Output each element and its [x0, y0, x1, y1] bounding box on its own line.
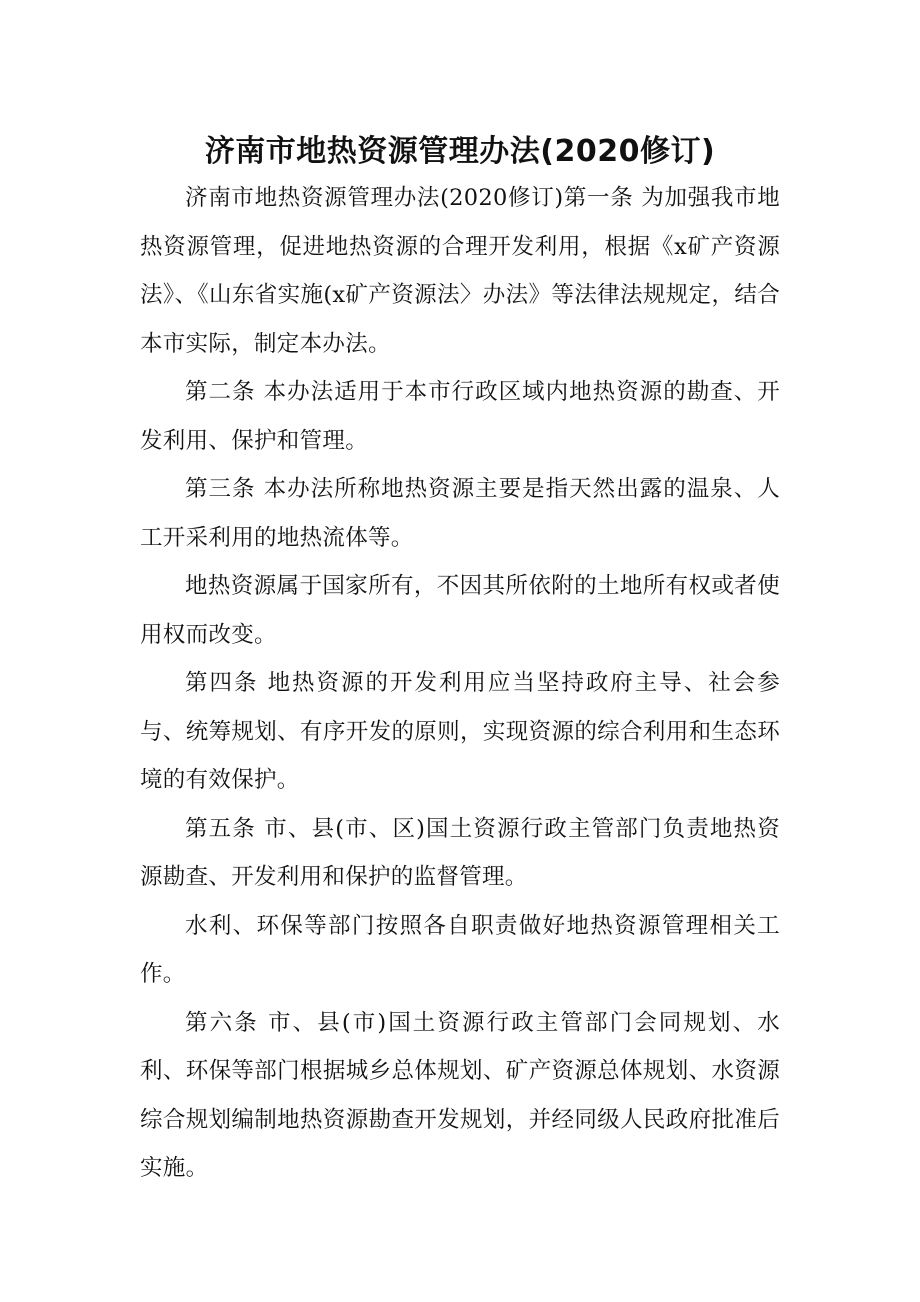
paragraph-article-2: 第二条 本办法适用于本市行政区域内地热资源的勘查、开发利用、保护和管理。: [140, 379, 780, 454]
document-body: [140, 174, 780, 1193]
paragraph-article-1: 济南市地热资源管理办法(2020修订)第一条 为加强我市地热资源管理，促进地热资源的合理开发利用，根据《x矿产资源法》、《山东省实施(x矿产资源法〉办法》等法律法规规定，结合本市实际，制定本办法。: [140, 185, 780, 357]
paragraph-article-6: 第六条 市、县(市)国土资源行政主管部门会同规划、水利、环保等部门根据城乡总体规划、矿产资源总体规划、水资源综合规划编制地热资源勘查开发规划，并经同级人民政府批准后实施。: [140, 1009, 780, 1181]
paragraph-article-4: 第四条 地热资源的开发利用应当坚持政府主导、社会参与、统筹规划、有序开发的原则，实现资源的综合利用和生态环境的有效保护。: [140, 670, 780, 793]
document-title: 济南市地热资源管理办法(2020修订): [204, 134, 716, 170]
paragraph-ownership: 地热资源属于国家所有，不因其所依附的土地所有权或者使用权而改变。: [140, 573, 780, 648]
paragraph-departments: 水利、环保等部门按照各自职责做好地热资源管理相关工作。: [140, 912, 780, 987]
paragraph-article-5: 第五条 市、县(市、区)国土资源行政主管部门负责地热资源勘查、开发利用和保护的监督管理。: [140, 815, 780, 890]
paragraph-article-3: 第三条 本办法所称地热资源主要是指天然出露的温泉、人工开采利用的地热流体等。: [140, 476, 780, 551]
